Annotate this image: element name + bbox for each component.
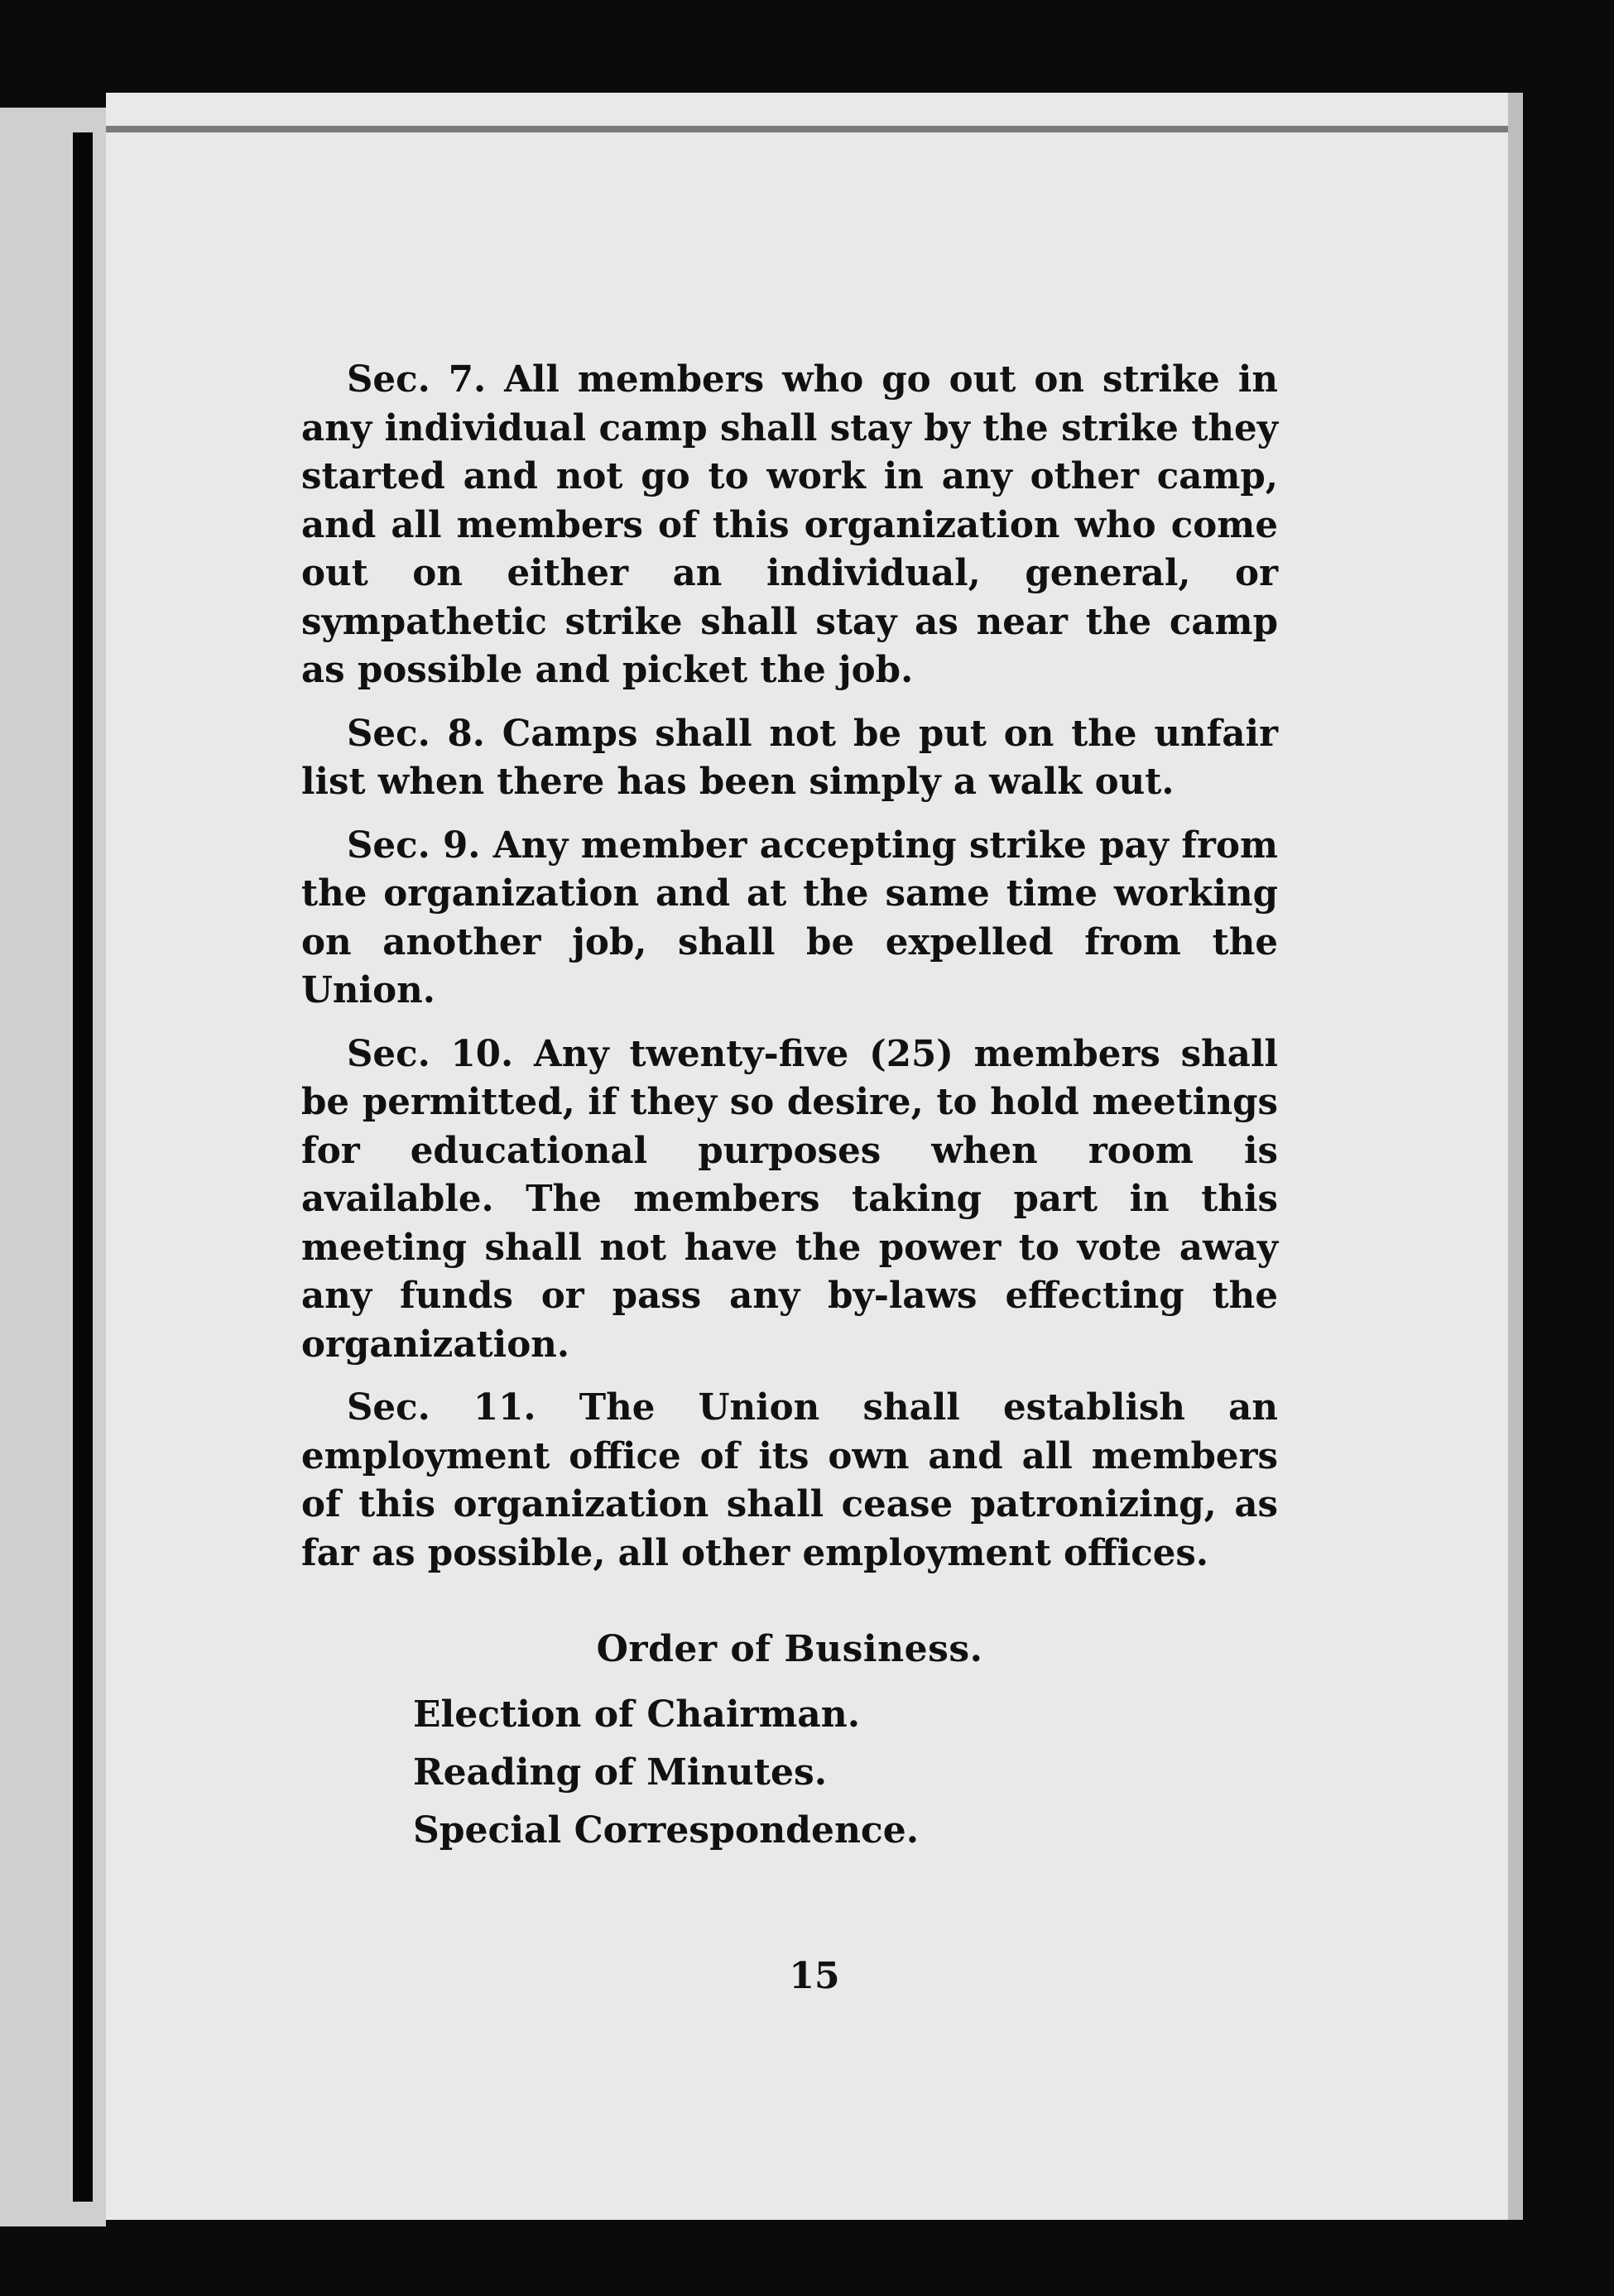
list-item: Election of Chairman. (413, 1693, 861, 1736)
order-of-business (301, 1626, 1278, 1860)
list-item: Special Correspondence. (413, 1808, 920, 1852)
order-of-business-title: Order of Business. (596, 1628, 983, 1670)
list-item: Reading of Minutes. (413, 1751, 828, 1794)
section-9: Sec. 9. Any member accepting strike pay from the organization and at the same time working on another job, shall be expelled from the Union. (301, 824, 1278, 1011)
book-page (106, 93, 1523, 2220)
book-spine (73, 132, 93, 2202)
page-right-edge (1508, 93, 1523, 2220)
section-10: Sec. 10. Any twenty-five (25) members shall be permitted, if they so desire, to hold meetings for educational purposes when room is available. The members taking part in this meeting shall not have the power to vote away any funds or pass any by-laws effecting the organization. (301, 1032, 1278, 1366)
section-11: Sec. 11. The Union shall establish an employment office of its own and all members of this organization shall cease patronizing, as far as possible, all other employment offices. (301, 1386, 1278, 1574)
page-text (301, 356, 1278, 1860)
page-number: 15 (789, 1955, 840, 1997)
section-7: Sec. 7. All members who go out on strike in any individual camp shall stay by the strike they started and not go to work in any other camp, and all members of this organization who come out on either an individual, general, or sympathetic strike shall stay as near the camp as possible and picket the job. (301, 358, 1278, 691)
page-top-rule (106, 126, 1523, 132)
section-8: Sec. 8. Camps shall not be put on the unfair list when there has been simply a walk out. (301, 712, 1278, 803)
order-of-business-list (413, 1686, 1278, 1860)
